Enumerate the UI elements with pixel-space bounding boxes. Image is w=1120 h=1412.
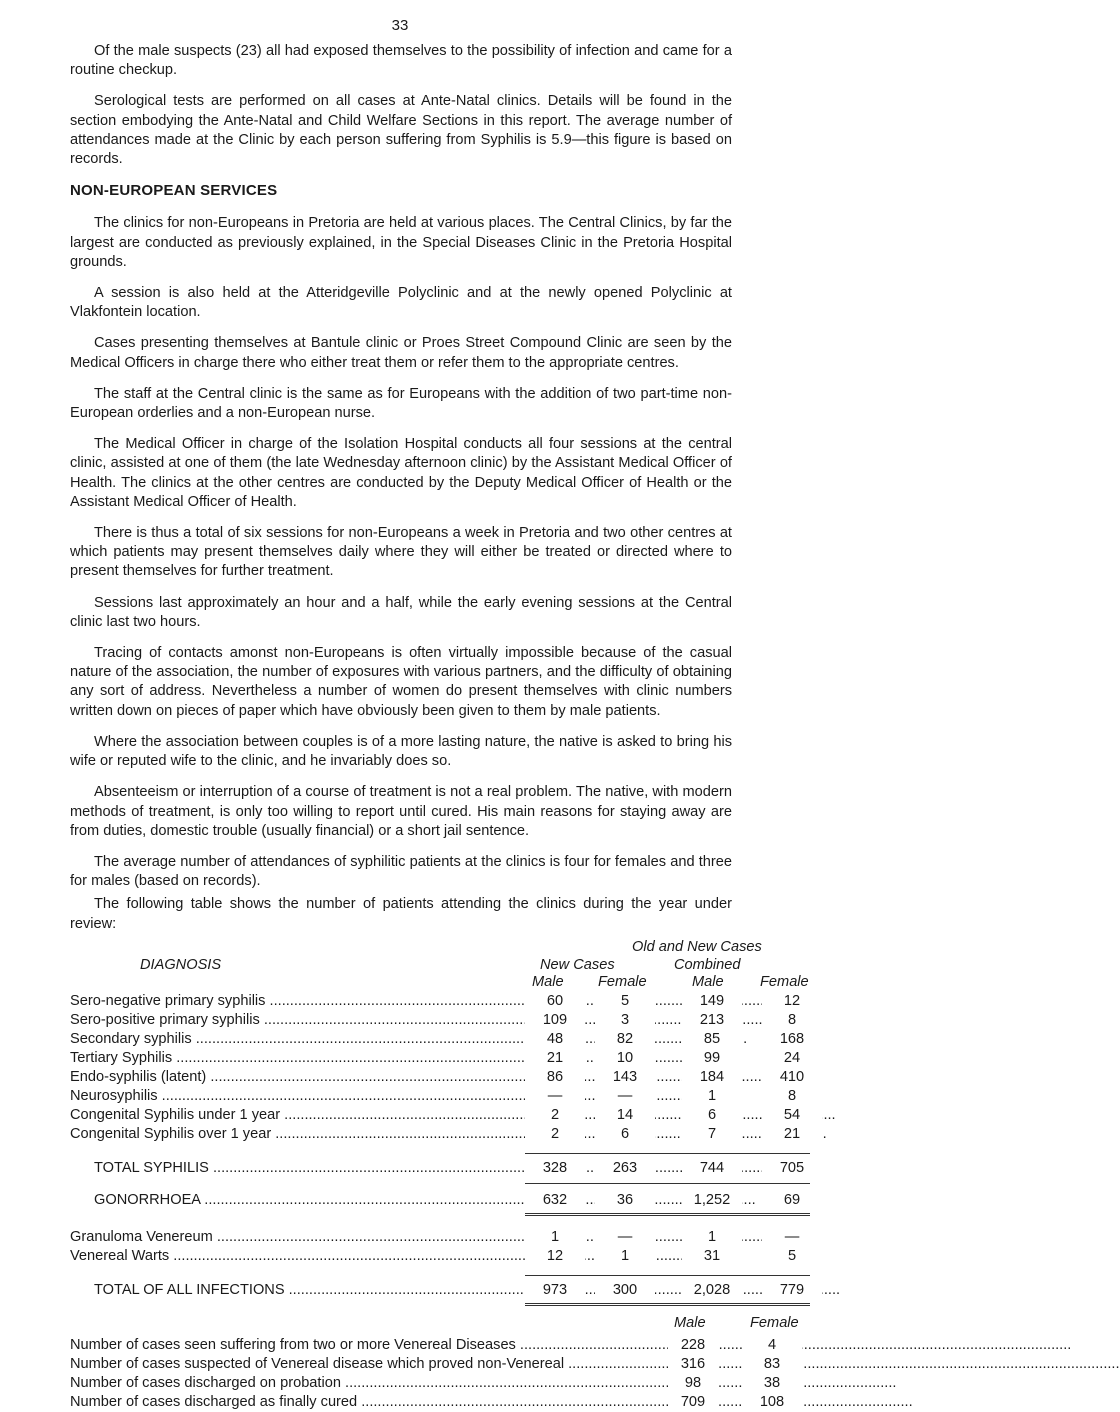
table-row (70, 1049, 801, 1068)
cell: 779 (762, 1281, 822, 1300)
header-male: Male (532, 973, 564, 990)
cell: 973 (525, 1281, 585, 1300)
cell: 86 (525, 1068, 585, 1087)
paragraph: Where the association between couples is of a more lasting nature, the native is asked to bring his wife or reputed wife to the clinic, and he invariably does so. (70, 733, 732, 770)
cell: 709 (668, 1393, 718, 1412)
table-row (70, 1011, 797, 1030)
section-heading: NON-EUROPEAN SERVICES (70, 182, 278, 200)
table-header (70, 936, 809, 992)
cell: 168 (762, 1030, 822, 1049)
summary-header (70, 1314, 799, 1336)
table-row (70, 992, 801, 1011)
cell: 263 (595, 1159, 655, 1178)
table-row (70, 1068, 805, 1087)
paragraph: Sessions last approximately an hour and a half, while the early evening sessions at the Central clinic last two hours. (70, 594, 732, 630)
row-label: Sero-negative primary syphilis ..... (70, 992, 538, 1011)
paragraph: Tracing of contacts amonst non-Europeans is often virtually impossible because of the casual nature of the association, the number of exposures with various partners, and the difficulty of obtaining any sort of address. Nevertheless a number of women do present themselves with clinic numbers written down on pieces of paper which have obviously been given to them by male patients. (70, 645, 732, 719)
summary-row (70, 1393, 785, 1412)
paragraph: The staff at the Central clinic is the same as for Europeans with the addition of two part-time non-European orderlies and a non-European nurse. (70, 385, 732, 422)
cell: 21 (762, 1125, 822, 1144)
cell: 1 (595, 1247, 655, 1266)
row-label: Congenital Syphilis under 1 year ..... (70, 1106, 538, 1125)
row-label: Number of cases discharged on probation ..... (70, 1374, 682, 1393)
cell: 2 (525, 1125, 585, 1144)
table-row (70, 1228, 800, 1247)
diagnosis-table (70, 936, 809, 1306)
row-label: Congenital Syphilis over 1 year ..... (70, 1125, 538, 1144)
document-body (70, 42, 809, 1412)
cell: 744 (682, 1159, 742, 1178)
row-label: Endo-syphilis (latent) ..... (70, 1068, 538, 1087)
cell: 1,252 (682, 1191, 742, 1210)
cell: 85 (682, 1030, 742, 1049)
gonorrhoea-row (70, 1186, 801, 1216)
cell: 48 (525, 1030, 585, 1049)
cell: 316 (668, 1355, 718, 1374)
row-label: GONORRHOEA ..... (70, 1191, 562, 1210)
cell: 1 (682, 1087, 742, 1106)
cell: — (595, 1087, 655, 1106)
cell: 2 (525, 1106, 585, 1125)
row-label: Neurosyphilis ..... (70, 1087, 538, 1106)
paragraph: A session is also held at the Atteridgeville Polyclinic and at the newly opened Polyclinic at Vlakfontein location. (70, 285, 732, 321)
cell: 108 (742, 1393, 802, 1412)
paragraph: The following table shows the number of patients attending the clinics during the year under review: (70, 896, 732, 932)
cell: 36 (595, 1191, 655, 1210)
row-label: Venereal Warts ..... (70, 1247, 538, 1266)
row-label: Tertiary Syphilis ..... (70, 1049, 538, 1068)
cell: 5 (595, 992, 655, 1011)
cell: 2,028 (682, 1281, 742, 1300)
summary-row (70, 1374, 781, 1393)
cell: 98 (668, 1374, 718, 1393)
cell: 12 (762, 992, 822, 1011)
cell: 3 (595, 1011, 655, 1030)
cell: 38 (742, 1374, 802, 1393)
table-row (70, 1087, 797, 1106)
cell: 228 (668, 1336, 718, 1355)
cell: 4 (742, 1336, 802, 1355)
cell: 99 (682, 1049, 742, 1068)
paragraph: The clinics for non-Europeans in Pretoria are held at various places. The Central Clinics, by far the largest are conducted as previously explained, in the Special Diseases Clinic in the Pretoria Hospital grounds. (70, 215, 732, 270)
table-row (70, 1030, 805, 1049)
paragraph: Serological tests are performed on all cases at Ante-Natal clinics. Details will be found in the section embodying the Ante-Natal and Child Welfare Sections in this report. The average number of attendances made at the Clinic by each person suffering from Syphilis is 5.9—this figure is based on records. (70, 93, 732, 168)
row-label: Number of cases suspected of Venereal disease which proved non-Venereal ..... (70, 1355, 670, 1374)
cell: 1 (525, 1228, 585, 1247)
cell: 10 (595, 1049, 655, 1068)
summary-female-header: Female (750, 1314, 799, 1331)
cell: 300 (595, 1281, 655, 1300)
cell: 82 (595, 1030, 655, 1049)
cell: 69 (762, 1191, 822, 1210)
cell: 6 (595, 1125, 655, 1144)
cell: 5 (762, 1247, 822, 1266)
summary-male-header: Male (674, 1314, 706, 1331)
cell: 213 (682, 1011, 742, 1030)
cell: 54 (762, 1106, 822, 1125)
row-label: Granuloma Venereum ..... (70, 1228, 538, 1247)
cell: 8 (762, 1011, 822, 1030)
summary-row (70, 1336, 777, 1355)
header-male: Male (692, 973, 724, 990)
cell: 14 (595, 1106, 655, 1125)
table-row (70, 1247, 797, 1266)
row-label: Secondary syphilis ..... (70, 1030, 538, 1049)
cell: 1 (682, 1228, 742, 1247)
cell: 328 (525, 1159, 585, 1178)
cell: — (595, 1228, 655, 1247)
row-label: Sero-positive primary syphilis ..... (70, 1011, 538, 1030)
page-number: 33 (391, 17, 409, 34)
paragraph: Absenteeism or interruption of a course of treatment is not a real problem. The native, with modern methods of treatment, is only too willing to report until cured. His main reasons for staying away are from duties, domestic trouble (usually financial) or a short jail sentence. (70, 784, 732, 839)
cell: 410 (762, 1068, 822, 1087)
cell: 184 (682, 1068, 742, 1087)
row-label: Number of cases discharged as finally cured ..... (70, 1393, 682, 1412)
total-all-row (70, 1276, 805, 1306)
cell: — (762, 1228, 822, 1247)
cell: 8 (762, 1087, 822, 1106)
paragraph: The average number of attendances of syphilitic patients at the clinics is four for females and three for males (based on records). (70, 853, 732, 890)
header-old-new: Old and New Cases (632, 938, 762, 955)
cell: — (525, 1087, 585, 1106)
header-new-cases: New Cases (540, 956, 615, 973)
rule (525, 1303, 810, 1306)
header-combined: Combined (674, 956, 741, 973)
paragraph: Of the male suspects (23) all had exposed themselves to the possibility of infection and came for a routine checkup. (70, 43, 732, 79)
cell: 7 (682, 1125, 742, 1144)
total-syphilis-row (70, 1154, 805, 1184)
row-label: TOTAL SYPHILIS ..... (70, 1159, 562, 1178)
header-female: Female (760, 973, 809, 990)
cell: 632 (525, 1191, 585, 1210)
row-label: TOTAL OF ALL INFECTIONS ..... (70, 1281, 562, 1300)
cell: 83 (742, 1355, 802, 1374)
cell: 705 (762, 1159, 822, 1178)
cell: 143 (595, 1068, 655, 1087)
cell: 149 (682, 992, 742, 1011)
paragraph: Cases presenting themselves at Bantule clinic or Proes Street Compound Clinic are seen by the Medical Officers in charge there who either treat them or refer them to the appropriate centres. (70, 335, 732, 371)
paragraph: The Medical Officer in charge of the Isolation Hospital conducts all four sessions at the central clinic, assisted at one of them (the late Wednesday afternoon clinic) by the Assistant Medical Officer of Health. The clinics at the other centres are conducted by the Deputy Medical Officer of Health or the Assistant Medical Officer of Health. (70, 436, 732, 510)
header-female: Female (598, 973, 647, 990)
rule (525, 1183, 810, 1184)
cell: 24 (762, 1049, 822, 1068)
rule (525, 1213, 810, 1216)
paragraph: There is thus a total of six sessions for non-Europeans a week in Pretoria and two other centres at which patients may present themselves daily where they will either be treated or directed where to present themselves for further treatment. (70, 525, 732, 580)
cell: 31 (682, 1247, 742, 1266)
cell: 12 (525, 1247, 585, 1266)
cell: 60 (525, 992, 585, 1011)
header-diagnosis: DIAGNOSIS (140, 956, 222, 973)
table-row (70, 1125, 801, 1144)
table-row (70, 1106, 801, 1125)
cell: 109 (525, 1011, 585, 1030)
cell: 21 (525, 1049, 585, 1068)
cell: 6 (682, 1106, 742, 1125)
summary-row (70, 1355, 781, 1374)
row-label: Number of cases seen suffering from two or more Venereal Diseases ..... (70, 1336, 682, 1355)
